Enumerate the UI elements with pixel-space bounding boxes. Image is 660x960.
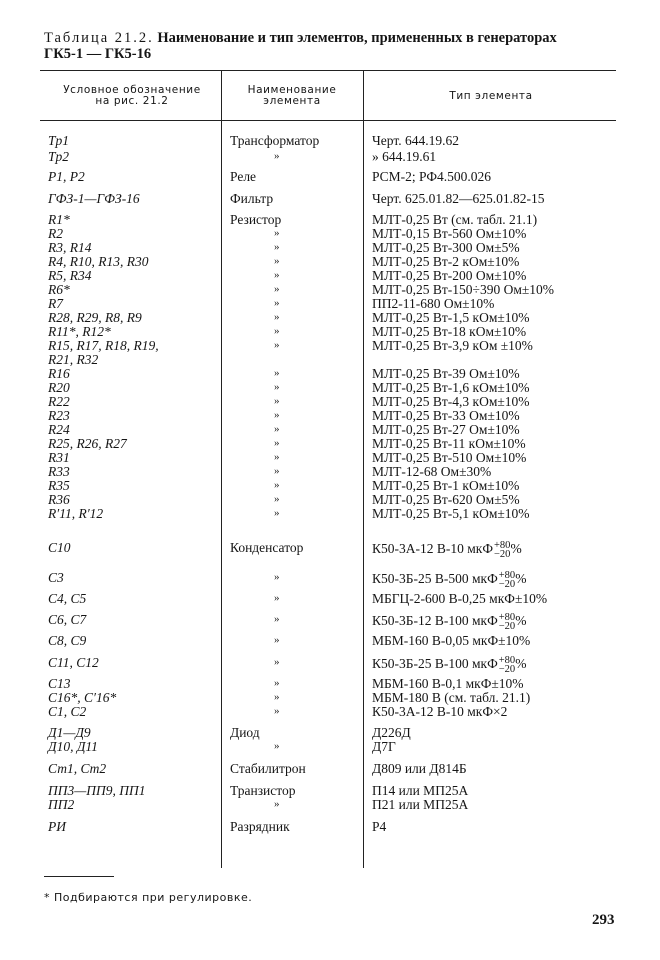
element-name-cell: Резистор [230,212,282,227]
element-type-cell: МЛТ-0,25 Вт-27 Ом±10% [372,422,520,437]
element-type-cell: Д809 или Д814Б [372,761,467,776]
designation-cell: C8, C9 [48,633,87,648]
table-row [0,395,660,408]
element-name-cell: » [274,325,280,337]
designation-cell: R′11, R′12 [48,506,104,521]
table-row [0,311,660,324]
designation-cell: R3, R14 [48,240,92,255]
element-type-cell: П21 или МП25А [372,797,469,812]
designation-cell: R6* [48,282,70,297]
element-name-cell: » [274,381,280,393]
table-row [0,740,660,753]
designation-cell: C16*, C′16* [48,690,117,705]
element-type-cell: МБМ-180 В (см. табл. 21.1) [372,690,531,705]
element-name-cell: » [274,269,280,281]
element-type-cell: К50-3Б-25 В-100 мкФ +80 −20 % [372,655,527,675]
table-row [0,798,660,811]
element-type-cell: К50-3Б-25 В-500 мкФ +80 −20 % [372,570,527,590]
designation-cell: R4, R10, R13, R30 [48,254,149,269]
table-row [0,507,660,520]
element-type-cell: К50-3А-12 В-10 мкФ +80 −20 % [372,540,522,560]
table-row [0,705,660,718]
designation-cell: R20 [48,380,70,395]
element-name-cell: » [274,571,280,583]
element-name-cell: » [274,255,280,267]
element-name-cell: » [274,297,280,309]
element-type-cell: МЛТ-0,25 Вт-1,6 кОм±10% [372,380,530,395]
element-type-cell: МЛТ-0,25 Вт-39 Ом±10% [372,366,520,381]
designation-cell: C13 [48,676,71,691]
designation-cell: ПП3—ПП9, ПП1 [48,783,146,798]
table-top-rule [40,70,616,71]
designation-cell: Д10, Д11 [48,739,98,754]
designation-cell: C3 [48,570,64,585]
element-type-cell: К50-3А-12 В-10 мкФ×2 [372,704,508,719]
element-type-cell: ПП2-11-680 Ом±10% [372,296,495,311]
table-row [0,592,660,605]
element-type-cell: МЛТ-0,25 Вт-11 кОм±10% [372,436,526,451]
element-name-cell: » [274,241,280,253]
designation-cell: R7 [48,296,63,311]
table-row [0,423,660,436]
element-name-cell: » [274,479,280,491]
element-name-cell: » [274,613,280,625]
table-row [0,634,660,647]
element-type-cell: РСМ-2; РФ4.500.026 [372,169,491,184]
element-type-cell: Д226Д [372,725,411,740]
element-type-cell: МЛТ-0,15 Вт-560 Ом±10% [372,226,527,241]
table-row [0,479,660,492]
element-name-cell: » [274,740,280,752]
table-row [0,540,660,560]
element-type-cell: МБМ-160 В-0,05 мкФ±10% [372,633,531,648]
table-row [0,227,660,240]
element-name-cell: » [274,493,280,505]
table-row [0,762,660,775]
element-type-cell: МЛТ-0,25 Вт-18 кОм±10% [372,324,527,339]
designation-cell: РИ [48,819,66,834]
element-name-cell: » [274,227,280,239]
element-type-cell: МЛТ-0,25 Вт-300 Ом±5% [372,240,520,255]
element-name-cell: » [274,339,280,351]
element-type-cell: МЛТ-0,25 Вт-5,1 кОм±10% [372,506,530,521]
table-row [0,170,660,183]
element-name-cell: Диод [230,725,260,740]
table-row [0,381,660,394]
table-row [0,255,660,268]
table-row [0,297,660,310]
designation-cell: R2 [48,226,63,241]
footnote-rule [44,876,114,877]
table-row [0,465,660,478]
element-type-cell: Д7Г [372,739,396,754]
table-row [0,691,660,704]
element-name-cell: » [274,656,280,668]
table-row [0,726,660,739]
table-row [0,451,660,464]
element-type-cell: К50-3Б-12 В-100 мкФ +80 −20 % [372,612,527,632]
caption-lead: Таблица 21.2. [44,30,154,46]
table-row [0,409,660,422]
header-element-type: Тип элемента [449,90,533,102]
element-name-cell: » [274,367,280,379]
table-row [0,192,660,205]
tolerance-fraction: +80 −20 [498,655,516,675]
element-name-cell: » [274,395,280,407]
table-row [0,213,660,226]
element-type-cell: МЛТ-0,25 Вт-1,5 кОм±10% [372,310,530,325]
designation-cell: R24 [48,422,70,437]
designation-cell: Tp2 [48,149,70,164]
designation-cell: R36 [48,492,70,507]
designation-cell: R15, R17, R18, R19, [48,338,159,353]
designation-cell: Д1—Д9 [48,725,91,740]
designation-cell: R25, R26, R27 [48,436,127,451]
tolerance-fraction: +80 −20 [494,540,511,560]
table-row [0,269,660,282]
table-row [0,820,660,833]
element-type-cell: Черт. 644.19.62 [372,133,459,148]
element-name-cell: » [274,283,280,295]
element-type-cell: МЛТ-0,25 Вт-510 Ом±10% [372,450,527,465]
element-name-cell: Трансформатор [230,133,320,148]
header-designation: Условное обозначение на рис. 21.2 [63,84,201,107]
element-name-cell: » [274,423,280,435]
caption-title-line-2: ГК5-1 — ГК5-16 [44,46,152,62]
element-type-cell: Р4 [372,819,387,834]
table-row [0,241,660,254]
designation-cell: C1, C2 [48,704,87,719]
table-row [0,150,660,163]
page-number: 293 [592,912,615,928]
designation-cell: R31 [48,450,70,465]
element-type-cell: МЛТ-12-68 Ом±30% [372,464,492,479]
designation-cell: C6, C7 [48,612,87,627]
element-type-cell: МЛТ-0,25 Вт-150÷390 Ом±10% [372,282,555,297]
table-row [0,570,660,590]
element-type-cell: МЛТ-0,25 Вт-1 кОм±10% [372,478,520,493]
element-type-cell: МБГЦ-2-600 В-0,25 мкФ±10% [372,591,548,606]
table-row [0,325,660,338]
designation-cell: R5, R34 [48,268,92,283]
designation-cell: Ст1, Ст2 [48,761,107,776]
table-row [0,353,660,366]
footnote: * Подбираются при регулировке. [44,891,253,904]
element-name-cell: » [274,705,280,717]
table-caption [44,30,624,62]
element-name-cell: » [274,311,280,323]
table-row [0,283,660,296]
designation-cell: R35 [48,478,70,493]
designation-cell: Tp1 [48,133,70,148]
designation-cell: C11, C12 [48,655,99,670]
element-name-cell: Конденсатор [230,540,304,555]
element-name-cell: » [274,437,280,449]
table-row [0,784,660,797]
element-name-cell: Разрядник [230,819,290,834]
element-name-cell: » [274,150,280,162]
table-row [0,655,660,675]
designation-cell: C4, C5 [48,591,87,606]
designation-cell: R22 [48,394,70,409]
designation-cell: R23 [48,408,70,423]
table-row [0,612,660,632]
element-type-cell: МЛТ-0,25 Вт-33 Ом±10% [372,408,520,423]
element-name-cell: » [274,798,280,810]
element-type-cell: МЛТ-0,25 Вт-2 кОм±10% [372,254,520,269]
element-name-cell: » [274,451,280,463]
designation-cell: R11*, R12* [48,324,111,339]
designation-cell: R16 [48,366,70,381]
element-name-cell: » [274,592,280,604]
element-name-cell: » [274,691,280,703]
table-row [0,437,660,450]
designation-cell: R33 [48,464,70,479]
caption-title-line-1: Наименование и тип элементов, примененных в генераторах [157,30,557,46]
designation-cell: ГФЗ-1—ГФЗ-16 [48,191,140,206]
table-row [0,367,660,380]
tolerance-fraction: +80 −20 [498,612,516,632]
element-name-cell: » [274,465,280,477]
element-type-cell: МЛТ-0,25 Вт-4,3 кОм±10% [372,394,530,409]
element-name-cell: » [274,507,280,519]
element-type-cell: МБМ-160 В-0,1 мкФ±10% [372,676,524,691]
element-name-cell: Фильтр [230,191,274,206]
element-name-cell: Реле [230,169,257,184]
element-name-cell: Транзистор [230,783,296,798]
element-name-cell: » [274,409,280,421]
designation-cell: R21, R32 [48,352,99,367]
designation-cell: C10 [48,540,71,555]
element-type-cell: П14 или МП25А [372,783,469,798]
element-type-cell: МЛТ-0,25 Вт-200 Ом±10% [372,268,527,283]
element-name-cell: » [274,634,280,646]
header-element-name: Наименование элемента [247,84,337,107]
designation-cell: P1, P2 [48,169,85,184]
element-name-cell: » [274,677,280,689]
table-row [0,677,660,690]
table-row [0,493,660,506]
table-row [0,339,660,352]
element-type-cell: » 644.19.61 [372,149,437,164]
designation-cell: R28, R29, R8, R9 [48,310,142,325]
element-name-cell: Стабилитрон [230,761,306,776]
element-type-cell: МЛТ-0,25 Вт (см. табл. 21.1) [372,212,538,227]
element-type-cell: МЛТ-0,25 Вт-3,9 кОм ±10% [372,338,533,353]
element-type-cell: Черт. 625.01.82—625.01.82-15 [372,191,545,206]
header-bottom-rule [40,120,616,121]
tolerance-fraction: +80 −20 [498,570,516,590]
element-type-cell: МЛТ-0,25 Вт-620 Ом±5% [372,492,520,507]
designation-cell: R1* [48,212,70,227]
designation-cell: ПП2 [48,797,75,812]
table-row [0,134,660,147]
